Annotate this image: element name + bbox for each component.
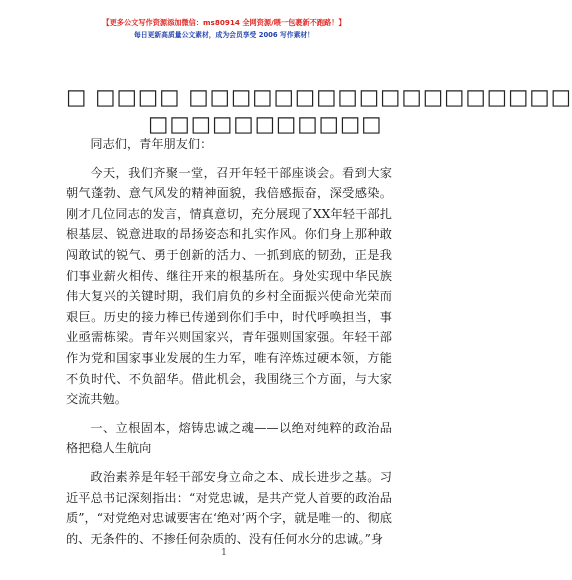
page-number: 1 <box>221 548 227 558</box>
promo-line-2: 每日更新高质量公文素材，成为会员享受 2006 写作素材！ <box>134 31 314 39</box>
document-title <box>66 84 572 138</box>
greeting: 同志们，青年朋友们： <box>90 137 213 151</box>
paragraph-section-1: 政治素养是年轻干部安身立命之本、成长进步之基。习近平总书记深刻指出：“对党忠诚，是共产党人首要的政治品质”，“对党绝对忠诚要害在‘绝对’两个字，就是唯一的、彻底的、无条件的、不掺任何杂质的、没有任何水分的忠诚。”身 <box>66 469 392 546</box>
title-line-1: □ □□□□ □□□□□□□□□□□□□□□□□□ <box>66 85 572 110</box>
promo-banner <box>0 16 448 42</box>
document-body <box>66 134 392 549</box>
title-line-2: □□□□□□□□□□□ <box>148 112 383 137</box>
promo-line-1: 【更多公文写作资源添加微信：ms80914 全网资源/喂一包裹新不跑路！】 <box>102 18 346 27</box>
paragraph-intro: 今天，我们齐聚一堂，召开年轻干部座谈会。看到大家朝气蓬勃、意气风发的精神面貌，我倍感振奋，深受感染。刚才几位同志的发言，情真意切，充分展现了XX年轻干部扎根基层、锐意进取的昂扬姿态和扎实作风。你们身上那种敢闯敢试的锐气、勇于创新的活力、一抓到底的韧劲，正是我们事业薪火相传、继往开来的根基所在。身处实现中华民族伟大复兴的关键时期，我们肩负的乡村全面振兴使命光荣而艰巨。历史的接力棒已传递到你们手中，时代呼唤担当，事业亟需栋梁。青年兴则国家兴，青年强则国家强。年轻干部作为党和国家事业发展的生力军，唯有淬炼过硬本领，方能不负时代、不负韶华。借此机会，我围绕三个方面，与大家交流共勉。 <box>66 165 392 407</box>
section-heading-1: 一、立根固本，熔铸忠诚之魂——以绝对纯粹的政治品格把稳人生航向 <box>66 420 392 456</box>
